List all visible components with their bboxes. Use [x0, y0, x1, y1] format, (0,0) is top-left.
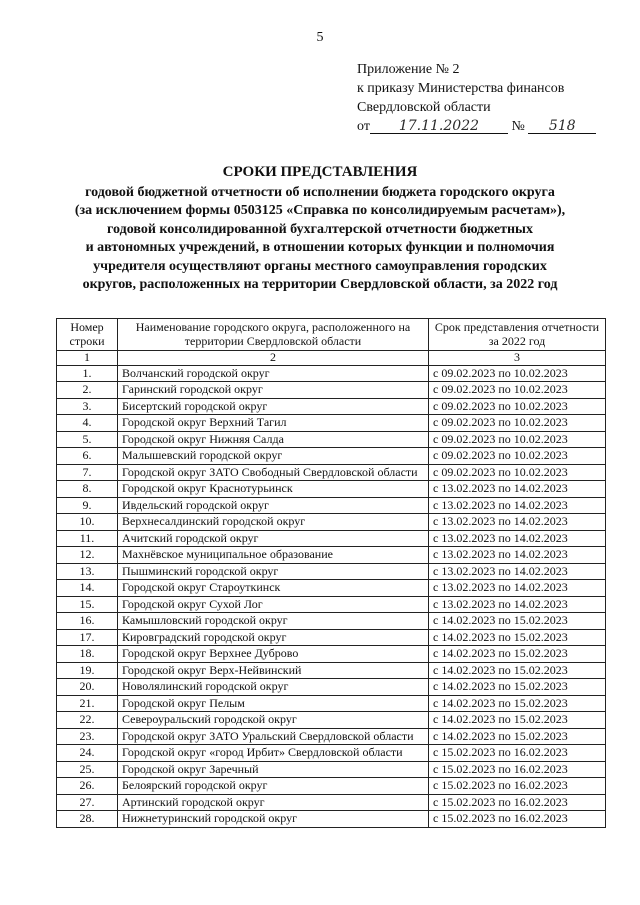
district-name-cell: Городской округ Верхнее Дуброво [118, 646, 429, 663]
deadline-cell: с 15.02.2023 по 16.02.2023 [429, 761, 606, 778]
table-row [57, 382, 606, 399]
deadline-cell: с 13.02.2023 по 14.02.2023 [429, 563, 606, 580]
district-name-cell: Городской округ Староуткинск [118, 580, 429, 597]
deadline-cell: с 09.02.2023 по 10.02.2023 [429, 415, 606, 432]
document-heading [30, 163, 610, 295]
row-number-cell: 12. [57, 547, 118, 564]
column-index: 2 [118, 351, 429, 366]
table-row [57, 695, 606, 712]
table-row [57, 448, 606, 465]
table-row [57, 761, 606, 778]
deadline-cell: с 15.02.2023 по 16.02.2023 [429, 745, 606, 762]
row-number-cell: 7. [57, 464, 118, 481]
district-name-cell: Городской округ Верхний Тагил [118, 415, 429, 432]
column-index-row [57, 351, 606, 366]
header-district-name: Наименование городского округа, расположенного на территории Свердловской области [118, 319, 429, 351]
deadline-cell: с 14.02.2023 по 15.02.2023 [429, 679, 606, 696]
heading-line: округов, расположенных на территории Свердловской области, за 2022 год [82, 277, 558, 292]
table-row [57, 530, 606, 547]
district-name-cell: Городской округ «город Ирбит» Свердловской области [118, 745, 429, 762]
table-row [57, 415, 606, 432]
deadline-cell: с 14.02.2023 по 15.02.2023 [429, 695, 606, 712]
deadlines-table [56, 318, 606, 828]
heading-line: и автономных учреждений, в отношении которых функции и полномочия [85, 240, 555, 255]
row-number-cell: 23. [57, 728, 118, 745]
deadline-cell: с 14.02.2023 по 15.02.2023 [429, 646, 606, 663]
deadline-cell: с 14.02.2023 по 15.02.2023 [429, 728, 606, 745]
annex-region: Свердловской области [357, 100, 491, 115]
row-number-cell: 19. [57, 662, 118, 679]
from-label: от [357, 119, 370, 134]
row-number-cell: 20. [57, 679, 118, 696]
deadline-cell: с 13.02.2023 по 14.02.2023 [429, 497, 606, 514]
annex-block [357, 60, 607, 136]
table-row [57, 596, 606, 613]
row-number-cell: 21. [57, 695, 118, 712]
district-name-cell: Ивдельский городской округ [118, 497, 429, 514]
district-name-cell: Городской округ ЗАТО Уральский Свердловской области [118, 728, 429, 745]
table-row [57, 514, 606, 531]
district-name-cell: Волчанский городской округ [118, 365, 429, 382]
row-number-cell: 14. [57, 580, 118, 597]
table-row [57, 547, 606, 564]
deadline-cell: с 09.02.2023 по 10.02.2023 [429, 365, 606, 382]
order-date-number [357, 117, 607, 136]
handwritten-number: 518 [528, 119, 596, 134]
table-row [57, 662, 606, 679]
page-number: 5 [316, 30, 324, 45]
heading-line: годовой бюджетной отчетности об исполнении бюджета городского округа [85, 184, 555, 200]
row-number-cell: 9. [57, 497, 118, 514]
handwritten-date: 17.11.2022 [370, 119, 508, 134]
column-index: 3 [429, 351, 606, 366]
table-row [57, 431, 606, 448]
deadline-cell: с 13.02.2023 по 14.02.2023 [429, 596, 606, 613]
table-row [57, 745, 606, 762]
district-name-cell: Ачитский городской округ [118, 530, 429, 547]
deadline-cell: с 14.02.2023 по 15.02.2023 [429, 712, 606, 729]
row-number-cell: 27. [57, 794, 118, 811]
district-name-cell: Городской округ Пелым [118, 695, 429, 712]
heading-subtitle [30, 184, 610, 295]
district-name-cell: Пышминский городской округ [118, 563, 429, 580]
deadline-cell: с 14.02.2023 по 15.02.2023 [429, 613, 606, 630]
deadline-cell: с 15.02.2023 по 16.02.2023 [429, 778, 606, 795]
table-row [57, 580, 606, 597]
row-number-cell: 25. [57, 761, 118, 778]
table-row [57, 481, 606, 498]
district-name-cell: Артинский городской округ [118, 794, 429, 811]
table-row [57, 646, 606, 663]
deadline-cell: с 13.02.2023 по 14.02.2023 [429, 580, 606, 597]
district-name-cell: Городской округ Сухой Лог [118, 596, 429, 613]
deadline-cell: с 14.02.2023 по 15.02.2023 [429, 662, 606, 679]
table-row [57, 629, 606, 646]
header-row-number: Номер строки [57, 319, 118, 351]
row-number-cell: 2. [57, 382, 118, 399]
heading-line: учредителя осуществляют органы местного самоуправления городских [93, 258, 547, 274]
deadline-cell: с 15.02.2023 по 16.02.2023 [429, 811, 606, 828]
table-row [57, 712, 606, 729]
row-number-cell: 28. [57, 811, 118, 828]
table-row [57, 497, 606, 514]
row-number-cell: 3. [57, 398, 118, 415]
row-number-cell: 4. [57, 415, 118, 432]
deadline-cell: с 09.02.2023 по 10.02.2023 [429, 382, 606, 399]
district-name-cell: Городской округ Заречный [118, 761, 429, 778]
table-row [57, 464, 606, 481]
district-name-cell: Бисертский городской округ [118, 398, 429, 415]
deadline-cell: с 13.02.2023 по 14.02.2023 [429, 547, 606, 564]
district-name-cell: Верхнесалдинский городской округ [118, 514, 429, 531]
row-number-cell: 24. [57, 745, 118, 762]
heading-title: СРОКИ ПРЕДСТАВЛЕНИЯ [222, 164, 418, 180]
table-row [57, 365, 606, 382]
deadline-cell: с 09.02.2023 по 10.02.2023 [429, 398, 606, 415]
row-number-cell: 13. [57, 563, 118, 580]
table-row [57, 398, 606, 415]
row-number-cell: 11. [57, 530, 118, 547]
deadline-cell: с 15.02.2023 по 16.02.2023 [429, 794, 606, 811]
column-index: 1 [57, 351, 118, 366]
heading-line: годовой консолидированной бухгалтерской отчетности бюджетных [107, 221, 533, 237]
district-name-cell: Камышловский городской округ [118, 613, 429, 630]
row-number-cell: 17. [57, 629, 118, 646]
deadline-cell: с 09.02.2023 по 10.02.2023 [429, 448, 606, 465]
table-row [57, 679, 606, 696]
row-number-cell: 6. [57, 448, 118, 465]
table-row [57, 563, 606, 580]
number-label: № [511, 119, 525, 134]
row-number-cell: 26. [57, 778, 118, 795]
district-name-cell: Нижнетуринский городской округ [118, 811, 429, 828]
deadline-cell: с 14.02.2023 по 15.02.2023 [429, 629, 606, 646]
header-deadline: Срок представления отчетности за 2022 год [429, 319, 606, 351]
district-name-cell: Гаринский городской округ [118, 382, 429, 399]
district-name-cell: Городской округ Верх-Нейвинский [118, 662, 429, 679]
district-name-cell: Малышевский городской округ [118, 448, 429, 465]
district-name-cell: Североуральский городской округ [118, 712, 429, 729]
row-number-cell: 10. [57, 514, 118, 531]
table-row [57, 778, 606, 795]
row-number-cell: 18. [57, 646, 118, 663]
district-name-cell: Кировградский городской округ [118, 629, 429, 646]
deadline-cell: с 09.02.2023 по 10.02.2023 [429, 464, 606, 481]
table-row [57, 811, 606, 828]
district-name-cell: Белоярский городской округ [118, 778, 429, 795]
district-name-cell: Новолялинский городской округ [118, 679, 429, 696]
row-number-cell: 16. [57, 613, 118, 630]
row-number-cell: 22. [57, 712, 118, 729]
table-row [57, 728, 606, 745]
deadline-cell: с 13.02.2023 по 14.02.2023 [429, 514, 606, 531]
annex-title: Приложение № 2 [357, 62, 460, 77]
deadline-cell: с 09.02.2023 по 10.02.2023 [429, 431, 606, 448]
row-number-cell: 15. [57, 596, 118, 613]
row-number-cell: 8. [57, 481, 118, 498]
deadline-cell: с 13.02.2023 по 14.02.2023 [429, 530, 606, 547]
district-name-cell: Городской округ Краснотурьинск [118, 481, 429, 498]
table-row [57, 794, 606, 811]
deadline-cell: с 13.02.2023 по 14.02.2023 [429, 481, 606, 498]
district-name-cell: Городской округ ЗАТО Свободный Свердловской области [118, 464, 429, 481]
table-row [57, 613, 606, 630]
table-body [57, 365, 606, 827]
row-number-cell: 5. [57, 431, 118, 448]
district-name-cell: Махнёвское муниципальное образование [118, 547, 429, 564]
row-number-cell: 1. [57, 365, 118, 382]
district-name-cell: Городской округ Нижняя Салда [118, 431, 429, 448]
annex-order-ref: к приказу Министерства финансов [357, 81, 565, 96]
heading-line: (за исключением формы 0503125 «Справка по консолидируемым расчетам»), [74, 203, 566, 218]
table-header-row [57, 319, 606, 351]
